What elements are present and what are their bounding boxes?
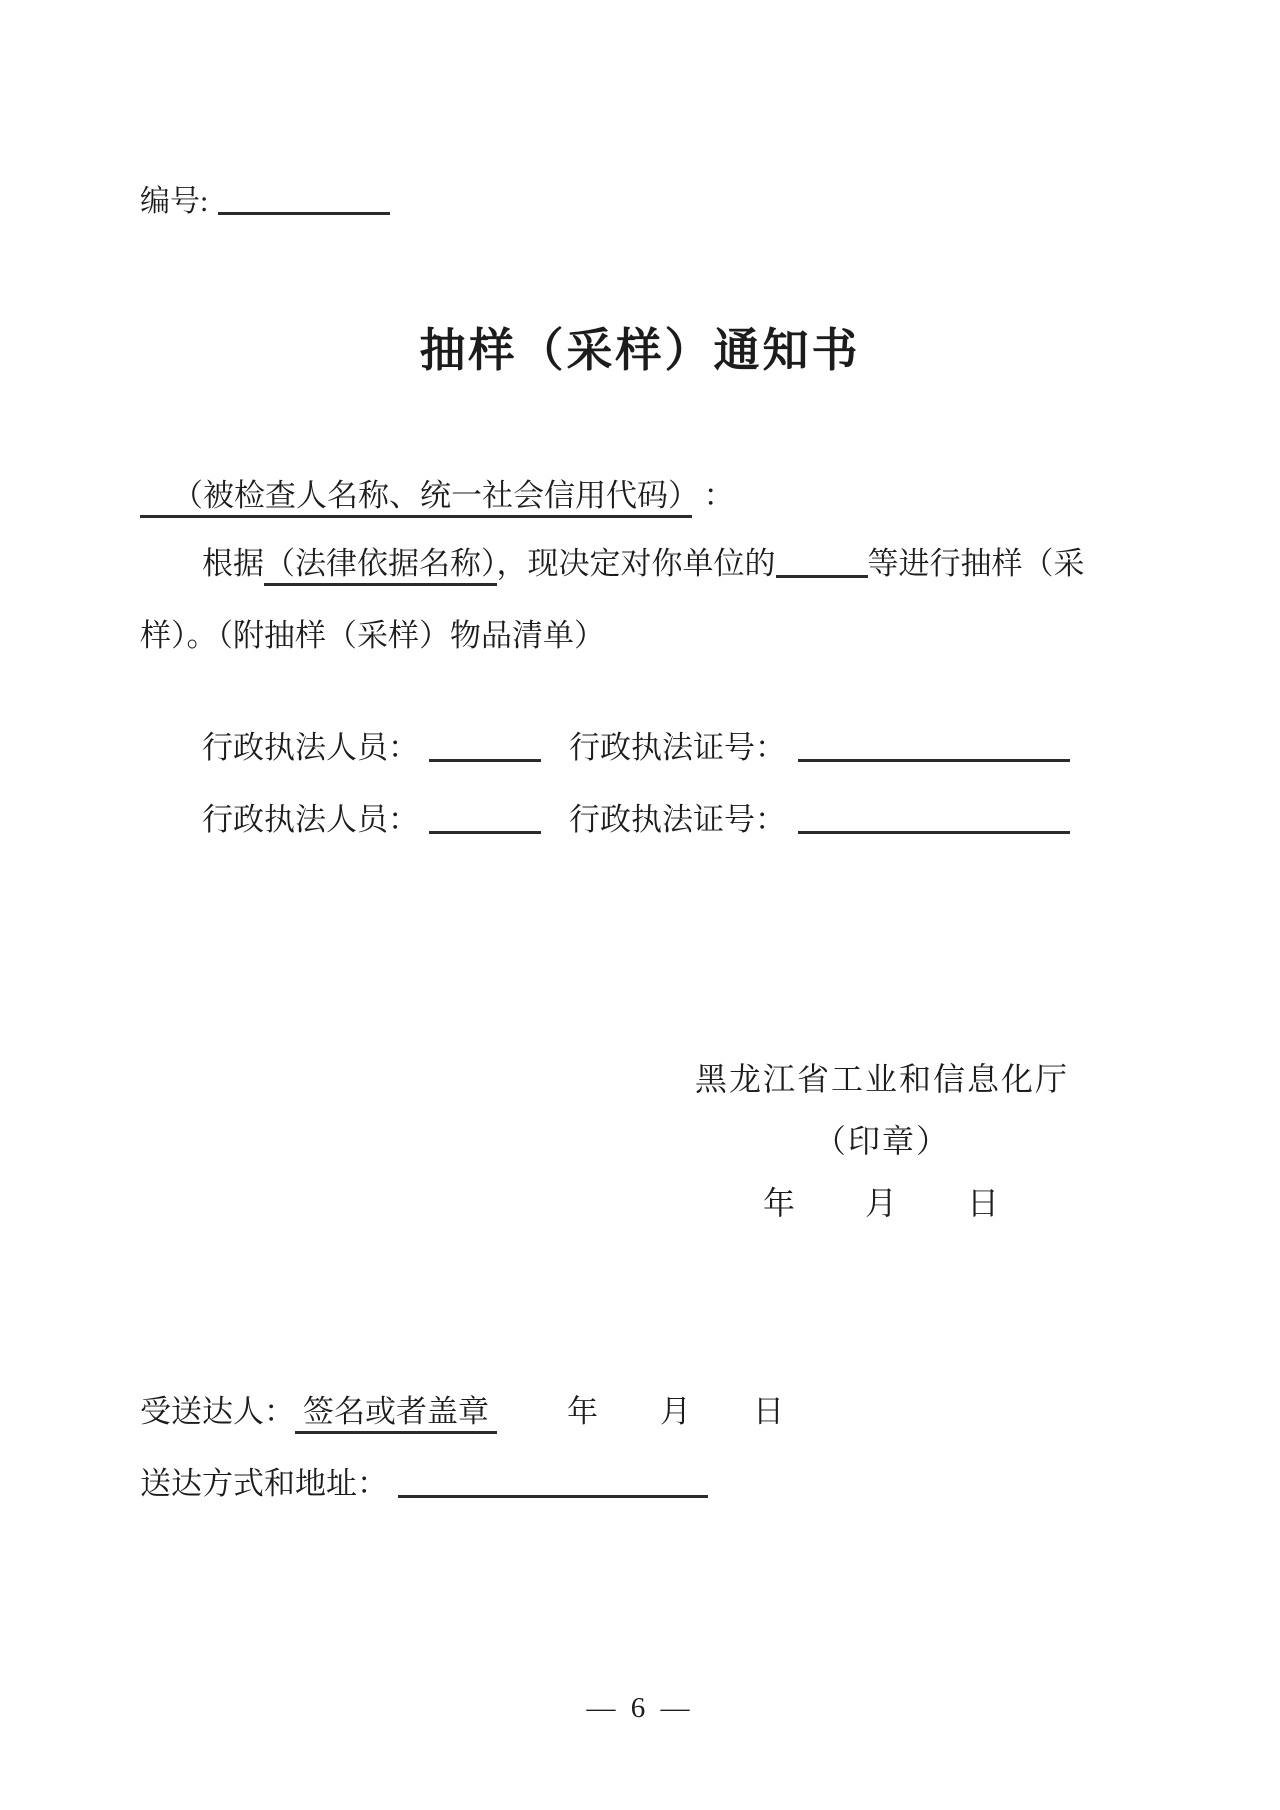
doc-number-line [140,176,390,220]
delivery-method-line [140,1448,784,1520]
delivery-method-label: 送达方式和地址： [140,1466,388,1501]
body-seg-after-law: ，现决定对你单位的 [496,546,776,581]
delivery-recipient-line [140,1376,784,1448]
issuer-org-name: 黑龙江省工业和信息化厅 [694,1061,1069,1097]
officer-name-blank [429,798,541,834]
body-seg-after-blank: 等进行抽样（采样）。（附抽样（采样）物品清单） [140,546,1085,653]
issuer-seal-note: （印章） [813,1123,950,1159]
delivery-date-line: 年 月 日 [567,1394,784,1429]
officer-rows [140,712,1070,856]
delivery-address-blank [398,1462,708,1498]
law-basis-underlined: （法律依据名称） [264,546,497,586]
officer-row [140,784,1070,856]
officer-cert-label: 行政执法证号： [569,802,786,837]
officer-cert-blank [798,726,1070,762]
officer-name-label: 行政执法人员： [202,730,419,765]
doc-number-blank [218,181,390,216]
page-title: 抽样（采样）通知书 [419,325,861,376]
addressee-underlined-label: （被检查人名称、统一社会信用代码） [140,478,692,518]
officer-name-label: 行政执法人员： [202,802,419,837]
page-number: — 6 — [586,1692,694,1724]
issuer-block [662,1048,1102,1234]
addressee-colon: ： [703,478,735,513]
body-seg-before-law: 根据 [202,546,264,581]
body-paragraph [140,528,1135,672]
officer-cert-blank [798,798,1070,834]
officer-name-blank [429,726,541,762]
delivery-section [140,1376,784,1520]
officer-cert-label: 行政执法证号： [569,730,786,765]
doc-number-label: 编号: [140,185,209,218]
issuer-date-line: 年 月 日 [762,1185,1001,1221]
officer-row [140,712,1070,784]
addressee-line [140,470,735,515]
unit-items-blank [776,542,868,578]
sign-or-seal-underlined: 签名或者盖章 [295,1394,497,1434]
recipient-label: 受送达人： [140,1394,295,1429]
